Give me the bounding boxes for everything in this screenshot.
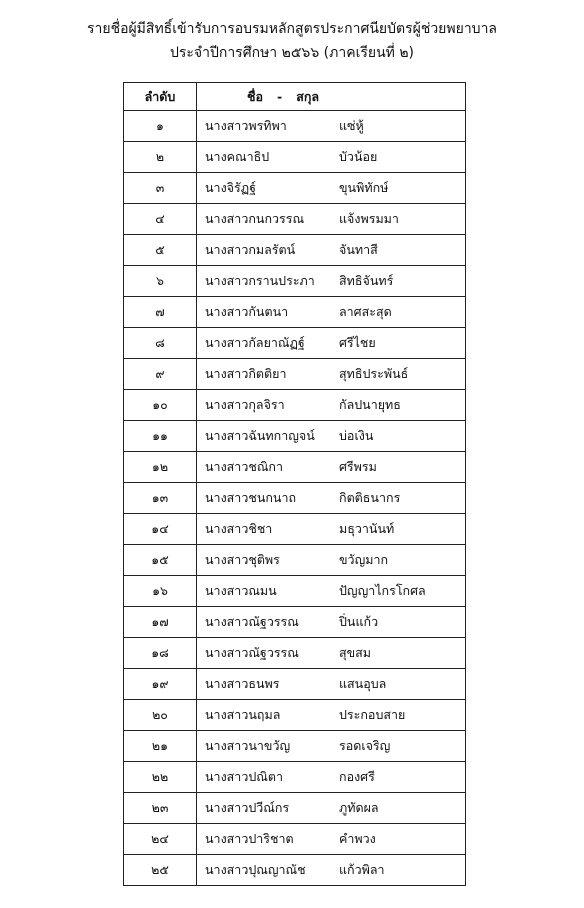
row-number: ๘ bbox=[124, 328, 197, 359]
last-name: ศรีพรม bbox=[339, 459, 377, 474]
row-number: ๒๒ bbox=[124, 762, 197, 793]
header-number: ลำดับ bbox=[124, 83, 197, 111]
row-number: ๒๔ bbox=[124, 824, 197, 855]
first-name: นางสาวกุลจิรา bbox=[205, 397, 285, 412]
table-row bbox=[124, 390, 466, 421]
header-last-name: สกุล bbox=[296, 88, 320, 104]
row-name bbox=[197, 452, 466, 483]
row-number: ๓ bbox=[124, 173, 197, 204]
last-name: จันทาสี bbox=[339, 242, 378, 257]
first-name: นางสาวกันตนา bbox=[205, 304, 289, 319]
table-row bbox=[124, 297, 466, 328]
first-name: นางสาวณัฐวรรณ bbox=[205, 645, 299, 660]
header-name bbox=[197, 83, 466, 111]
header-first-name: ชื่อ bbox=[247, 88, 263, 104]
last-name: ศรีไชย bbox=[339, 335, 376, 350]
document-title-line-2: ประจำปีการศึกษา ๒๕๖๖ (ภาคเรียนที่ ๒) bbox=[169, 45, 415, 61]
last-name: มธุวานันท์ bbox=[339, 521, 395, 536]
table-row bbox=[124, 793, 466, 824]
last-name: แซ่หู้ bbox=[339, 118, 364, 133]
row-number: ๑๓ bbox=[124, 483, 197, 514]
row-name bbox=[197, 762, 466, 793]
row-name bbox=[197, 204, 466, 235]
last-name: แจ้งพรมมา bbox=[339, 211, 399, 226]
row-number: ๒๓ bbox=[124, 793, 197, 824]
row-name bbox=[197, 483, 466, 514]
row-name bbox=[197, 669, 466, 700]
last-name: กัลปนายุทธ bbox=[339, 397, 401, 412]
row-name bbox=[197, 793, 466, 824]
row-number: ๑๐ bbox=[124, 390, 197, 421]
row-number: ๒ bbox=[124, 142, 197, 173]
row-number: ๗ bbox=[124, 297, 197, 328]
last-name: บ่อเงิน bbox=[339, 428, 374, 443]
first-name: นางสาวชุติพร bbox=[205, 552, 280, 567]
table-row bbox=[124, 545, 466, 576]
row-name bbox=[197, 142, 466, 173]
first-name: นางสาวนาขวัญ bbox=[205, 738, 291, 753]
first-name: นางสาวณัฐวรรณ bbox=[205, 614, 299, 629]
first-name: นางจิรัฏฐ์ bbox=[205, 180, 256, 195]
table-row bbox=[124, 359, 466, 390]
last-name: แสนอุบล bbox=[339, 676, 387, 691]
table-row bbox=[124, 235, 466, 266]
table-body bbox=[124, 111, 466, 886]
table-row bbox=[124, 855, 466, 886]
first-name: นางสาวกนกวรรณ bbox=[205, 211, 305, 226]
table-row bbox=[124, 762, 466, 793]
last-name: สิทธิจันทร์ bbox=[339, 273, 394, 288]
row-name bbox=[197, 855, 466, 886]
first-name: นางสาวกิตติยา bbox=[205, 366, 287, 381]
row-number: ๑ bbox=[124, 111, 197, 142]
first-name: นางสาวธนพร bbox=[205, 676, 280, 691]
row-number: ๑๕ bbox=[124, 545, 197, 576]
first-name: นางสาวปุณญาณัช bbox=[205, 862, 306, 877]
row-name bbox=[197, 235, 466, 266]
row-number: ๑๙ bbox=[124, 669, 197, 700]
row-name bbox=[197, 700, 466, 731]
table-row bbox=[124, 514, 466, 545]
last-name: ภูทัดผล bbox=[339, 800, 379, 815]
last-name: สุทธิประพันธ์ bbox=[339, 366, 409, 381]
table-row bbox=[124, 204, 466, 235]
last-name: ขุนพิทักษ์ bbox=[339, 180, 389, 195]
first-name: นางสาวปณิตา bbox=[205, 769, 284, 784]
last-name: กองศรี bbox=[339, 769, 375, 784]
table-row bbox=[124, 142, 466, 173]
first-name: นางสาวฉันทกาญจน์ bbox=[205, 428, 315, 443]
row-name bbox=[197, 514, 466, 545]
first-name: นางสาวกมลรัตน์ bbox=[205, 242, 296, 257]
table-row bbox=[124, 638, 466, 669]
row-number: ๒๑ bbox=[124, 731, 197, 762]
first-name: นางสาวชณิกา bbox=[205, 459, 284, 474]
table-row bbox=[124, 452, 466, 483]
row-name bbox=[197, 111, 466, 142]
row-number: ๑๔ bbox=[124, 514, 197, 545]
document-title-line-1: รายชื่อผู้มีสิทธิ์เข้ารับการอบรมหลักสูตรประกาศนียบัตรผู้ช่วยพยาบาล bbox=[86, 21, 498, 37]
row-name bbox=[197, 359, 466, 390]
table-row bbox=[124, 607, 466, 638]
first-name: นางสาวชนกนาถ bbox=[205, 490, 297, 505]
first-name: นางสาวปวีณ์กร bbox=[205, 800, 290, 815]
first-name: นางสาวนฤมล bbox=[205, 707, 281, 722]
last-name: รอดเจริญ bbox=[339, 738, 391, 753]
last-name: กิตติธนากร bbox=[339, 490, 401, 505]
table-row bbox=[124, 266, 466, 297]
last-name: สุขสม bbox=[339, 645, 372, 660]
row-name bbox=[197, 266, 466, 297]
first-name: นางสาวกรานประภา bbox=[205, 273, 315, 288]
table-row bbox=[124, 421, 466, 452]
row-number: ๙ bbox=[124, 359, 197, 390]
table-row bbox=[124, 824, 466, 855]
table-row bbox=[124, 483, 466, 514]
first-name: นางสาวกัลยาณัฏฐ์ bbox=[205, 335, 305, 350]
row-number: ๒๕ bbox=[124, 855, 197, 886]
table-row bbox=[124, 328, 466, 359]
row-name bbox=[197, 607, 466, 638]
row-name bbox=[197, 576, 466, 607]
first-name: นางคณาธิป bbox=[205, 149, 270, 164]
table-row bbox=[124, 173, 466, 204]
row-number: ๑๑ bbox=[124, 421, 197, 452]
table-row bbox=[124, 576, 466, 607]
last-name: ขวัญมาก bbox=[339, 552, 389, 567]
last-name: คำพวง bbox=[339, 831, 376, 846]
first-name: นางสาวชิชา bbox=[205, 521, 273, 536]
row-number: ๔ bbox=[124, 204, 197, 235]
last-name: ลาศสะสุด bbox=[339, 304, 392, 319]
table-row bbox=[124, 731, 466, 762]
row-number: ๑๘ bbox=[124, 638, 197, 669]
row-name bbox=[197, 731, 466, 762]
row-number: ๒๐ bbox=[124, 700, 197, 731]
table-header-row bbox=[124, 83, 466, 111]
first-name: นางสาวปาริชาต bbox=[205, 831, 294, 846]
row-number: ๑๗ bbox=[124, 607, 197, 638]
row-name bbox=[197, 638, 466, 669]
row-number: ๑๒ bbox=[124, 452, 197, 483]
first-name: นางสาวณมน bbox=[205, 583, 277, 598]
row-name bbox=[197, 297, 466, 328]
last-name: ปัญญาไกรโกศล bbox=[339, 583, 426, 598]
row-name bbox=[197, 173, 466, 204]
header-dash: - bbox=[277, 88, 283, 104]
row-number: ๖ bbox=[124, 266, 197, 297]
last-name: ปิ่นแก้ว bbox=[339, 614, 379, 629]
row-name bbox=[197, 421, 466, 452]
row-number: ๕ bbox=[124, 235, 197, 266]
participants-table bbox=[123, 82, 466, 886]
table-row bbox=[124, 669, 466, 700]
row-name bbox=[197, 328, 466, 359]
row-name bbox=[197, 545, 466, 576]
first-name: นางสาวพรทิพา bbox=[205, 118, 287, 133]
table-row bbox=[124, 700, 466, 731]
row-name bbox=[197, 390, 466, 421]
last-name: แก้วพิลา bbox=[339, 862, 385, 877]
table-row bbox=[124, 111, 466, 142]
row-name bbox=[197, 824, 466, 855]
last-name: ประกอบสาย bbox=[339, 707, 406, 722]
row-number: ๑๖ bbox=[124, 576, 197, 607]
last-name: บัวน้อย bbox=[339, 149, 378, 164]
